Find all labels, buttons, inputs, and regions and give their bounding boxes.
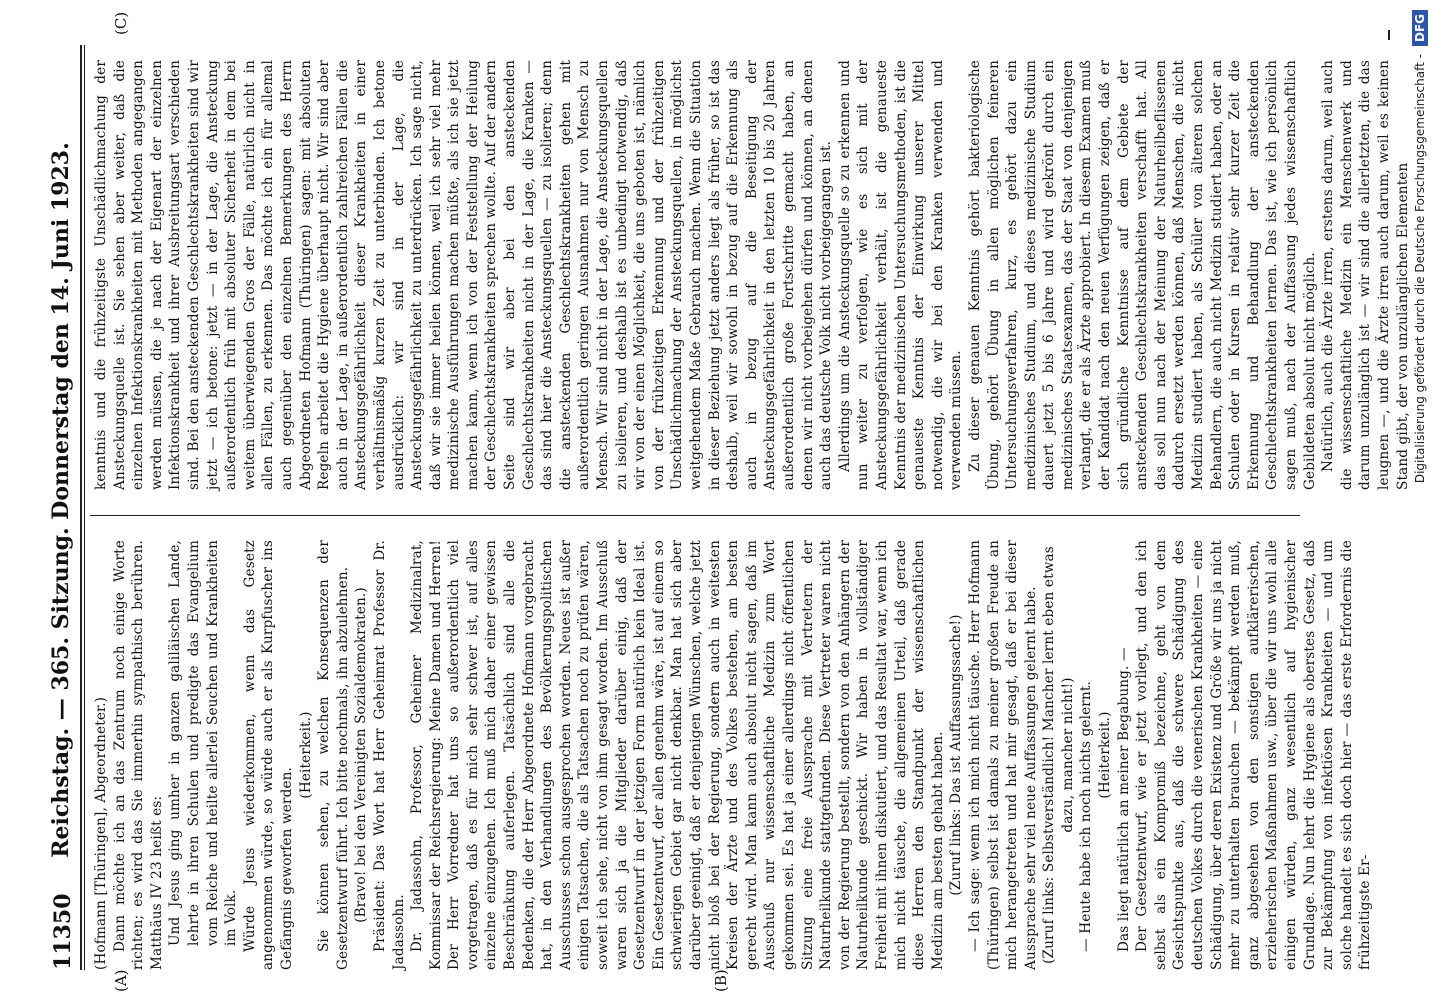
- left-column-paragraph: Dr. Jadassohn, Professor, Geheimer Medizinalrat, Kommissar der Reichsregierung: Meine Damen und Herren! Der Herr Vorredner hat uns so außerordentlich viel vorgetragen, daß es für mich sehr schwer ist, auf alles einzelne einzugehen. Ich muß mich daher einer gewissen Beschränkung auferlegen. Tatsächlich sind alle die Bedenken, die der Herr Abgeordnete Hofmann vorgebracht hat, in den Verhandlungen des Bevölkerungspolitischen Ausschusses schon ausgesprochen worden. Neues ist außer einigen Tatsachen, die als Tatsachen noch zu prüfen wären, soweit ich sehe, nicht von ihm gesagt worden. Im Ausschuß waren sich ja die Mitglieder darüber einig, daß der Gesetzentwurf in der jetzigen Form natürlich kein Ideal ist. Ein Gesetzentwurf, der allen genehm wäre, ist auf einem so schwierigen Gebiet gar nicht denkbar. Man hat sich aber darüber geeinigt, daß er denjenigen Wünschen, welche jetzt nicht bloß bei der Regierung, sondern auch in weitesten Kreisen der Ärzte und des Volkes bestehen, am besten gerecht wird. Man kann auch absolut nicht sagen, daß im Ausschuß nur wissenschaftliche Medizin zum Wort gekommen sei. Es hat ja einer allerdings nicht öffentlichen Sitzung eine freie Aussprache mit Vertretern der Naturheilkunde stattgefunden. Diese Vertreter waren nicht von der Regierung bestellt, sondern von den Anhängern der Naturheilkunde geschickt. Wir haben in vollständiger Freiheit mit ihnen diskutiert, und das Resultat war, wenn ich mich nicht täusche, die allgemeinen Urteil, daß gerade diese Herren den Standpunkt der wissenschaftlichen Medizin am besten gehabt haben.: [409, 540, 946, 970]
- page-number: 11350: [50, 893, 76, 970]
- left-column-paragraph: — Ich sage: wenn ich mich nicht täusche. Herr Hofmann (Thüringen) selbst ist damals zu meiner großen Freude an mich herangetreten und hat mir gesagt, daß er bei dieser Aussprache sehr viel neue Auffassungen gelernt habe.: [966, 540, 1039, 970]
- running-head: Reichstag. — 365. Sitzung. Donnerstag den 14. Juni 1923.: [48, 142, 74, 858]
- left-column-paragraph: Das liegt natürlich an meiner Begabung. —: [1115, 647, 1132, 952]
- margin-marker-b: (B): [712, 969, 730, 992]
- left-column-paragraph: (Heiterkeit.): [297, 711, 314, 799]
- left-column-paragraph: (Zuruf links: Das ist Auffassungssache!): [948, 614, 965, 896]
- right-column: [92, 60, 1411, 490]
- scan-mark: [1388, 30, 1390, 40]
- header-rule: [80, 45, 82, 970]
- left-column-paragraph: Präsident: Das Wort hat Herr Geheimrat Professor Dr. Jadassohn.: [371, 540, 407, 970]
- margin-marker-c: (C): [112, 11, 130, 35]
- digitization-note: Digitalisierung gefördert durch die Deutsche Forschungsgemeinschaft -: [1413, 54, 1427, 484]
- header-rule-thin: [84, 45, 85, 970]
- right-column-paragraph: Natürlich, auch die Ärzte irren, erstens darum, weil auch die wissenschaftliche Medizin ein Menschenwerk und darum unzulänglich ist — wir sind die allerletzten, die das leugnen —, und die Ärzte irren auch darum, weil es keinen Stand gibt, der von unzulänglichen Elementen: [1320, 60, 1411, 490]
- right-column-paragraph: Zu dieser genauen Kenntnis gehört bakteriologische Übung, gehört Übung in allen möglichen feineren Untersuchungsverfahren, kurz, es gehört dazu ein medizinisches Studium, und dieses medizinische Studium dauert jetzt 5 bis 6 Jahre und wird gekrönt durch ein medizinisches Staatsexamen, das der Staat von denjenigen verlangt, die er als Ärzte approbiert. In diesem Examen muß der Kandidat nach den neuen Verfügungen zeigen, daß er sich gründliche Kenntnisse auf dem Gebiete der ansteckenden Geschlechtskrankheiten verschafft hat. All das soll nun nach der Meinung der Naturheilbeflissenen dadurch ersetzt werden können, daß Menschen, die nicht Medizin studiert haben, als Schüler von älteren solchen Behandlern, die auch nicht Medizin studiert haben, oder an Schulen oder in Kursen in relativ sehr kurzer Zeit die Erkennung und Behandlung der ansteckenden Geschlechtskrankheiten lernen. Das ist, wie ich persönlich sagen muß, nach der Auffassung jedes wissenschaftlich Gebildeten absolut nicht möglich.: [966, 60, 1318, 490]
- left-column-paragraph: Dann möchte ich an das Zentrum noch einige Worte richten; es wird das Sie immerhin sympathisch berühren. Matthäus IV 23 heißt es:: [111, 540, 165, 970]
- left-column-paragraph: (Zuruf links: Selbstverständlich! Mancher lernt eben etwas dazu, mancher nicht!): [1041, 546, 1076, 964]
- digitization-note-row: [1406, 10, 1434, 990]
- left-column-paragraph: (Heiterkeit.): [1097, 711, 1114, 799]
- left-column-paragraph: Würde Jesus wiederkommen, wenn das Gesetz angenommen würde, so würde auch er als Kurpfuscher ins Gefängnis geworfen werden.: [241, 540, 295, 970]
- dfg-logo: DFG: [1412, 10, 1428, 46]
- column-divider: [90, 515, 1300, 516]
- right-column-paragraph: kenntnis und die frühzeitigste Unschädlichmachung der Ansteckungsquelle ist. Sie sehen aber weiter, daß die einzelnen Infektionskrankheiten mit Methoden angegangen werden müssen, die je nach der Eigenart der einzelnen Infektionskrankheit und ihrer Ausbreitungsart verschieden sind. Bei den ansteckenden Geschlechtskrankheiten sind wir jetzt — ich betone: jetzt — in der Lage, die Ansteckung außerordentlich früh mit absoluter Sicherheit in dem bei weitem überwiegenden Gros der Fälle, natürlich nicht in allen Fällen, zu erkennen. Das möchte ich ein für allemal auch gegenüber den einzelnen Bemerkungen des Herrn Abgeordneten Hofmann (Thüringen) sagen: mit absoluten Regeln arbeitet die Hygiene überhaupt nicht. Wir sind aber auch in der Lage, in außerordentlich zahlreichen Fällen die Ansteckungsgefährlichkeit dieser Krankheiten in einer verhältnismäßig kurzen Zeit zu unterbinden. Ich betone ausdrücklich: wir sind in der Lage, die Ansteckungsgefährlichkeit zu unterdrücken. Ich sage nicht, daß wir sie immer heilen können, weil ich sehr viel mehr medizinische Ausführungen machen müßte, als ich sie jetzt machen kann, wenn ich von der Feststellung der Heilung der Geschlechtskrankheiten sprechen wollte. Auf der andern Seite sind wir aber bei den ansteckenden Geschlechtskrankheiten nicht in der Lage, die Kranken — das sind hier die Ansteckungsquellen — zu isolieren; denn die ansteckenden Geschlechtskrankheiten gehen mit außerordentlich geringen Ausnahmen nur von Mensch zu Mensch. Wir sind nicht in der Lage, die Ansteckungsquellen zu isolieren, und deshalb ist es unbedingt notwendig, daß wir von der einen Möglichkeit, die uns geboten ist, nämlich von der frühzeitigen Erkennung und der frühzeitigen Unschädlichmachung der Ansteckungsquellen, in möglichst weitgehendem Maße Gebrauch machen. Wenn die Situation in dieser Beziehung jetzt anders liegt als früher, so ist das deshalb, weil wir sowohl in bezug auf die Erkennung als auch in bezug auf die Beseitigung der Ansteckungsgefährlichkeit in den letzten 10 bis 20 Jahren außerordentlich große Fortschritte gemacht haben, an denen wir nicht vorbeigehen dürfen und können, an denen auch das deutsche Volk nicht vorbeigegangen ist.: [93, 60, 835, 490]
- left-column-paragraph: (Hofmann [Thüringen], Abgeordneter.): [93, 696, 109, 970]
- left-column-paragraph: Sie können sehen, zu welchen Konsequenzen der Gesetzentwurf führt. Ich bitte nochmals, ihn abzulehnen.: [316, 540, 351, 970]
- left-column-paragraph: — Heute habe ich noch nichts gelernt.: [1078, 681, 1095, 952]
- left-column: [92, 540, 1374, 970]
- digitization-strip: [1406, 10, 1434, 990]
- right-column-paragraph: Allerdings um die Ansteckungsquelle so zu erkennen und nun weiter zu verfolgen, wie es sich mit der Ansteckungsgefährlichkeit verhält, ist die genaueste Kenntnis der medizinischen Untersuchungsmethoden, ist die genaueste Kenntnis der Einwirkung unserer Mittel notwendig, die wir bei den Kranken verwenden und verwenden müssen.: [836, 60, 965, 490]
- margin-marker-a: (A): [112, 969, 130, 992]
- left-column-paragraph: Der Gesetzentwurf, wie er jetzt vorliegt, und den ich selbst als ein Kompromiß bezeichne, geht von dem Gesichtspunkte aus, daß die schwere Schädigung des deutschen Volkes durch die venerischen Krankheiten — eine Schädigung, über deren Existenz und Größe wir uns ja nicht mehr zu unterhalten brauchen — bekämpft werden muß, ganz abgesehen von den sonstigen aufklärerischen, erzieherischen Maßnahmen usw., über die wir uns wohl alle einigen würden, ganz wesentlich auf hygienischer Grundlage. Nun lehrt die Hygiene als oberstes Gesetz, daß zur Bekämpfung von infektiösen Krankheiten — und um solche handelt es sich doch hier — das erste Erfordernis die frühzeitigste Er-: [1134, 540, 1374, 970]
- left-column-paragraph: Und Jesus ging umher in ganzen galiläischen Lande, lehrte in ihren Schulen und predigte das Evangelium vom Reiche und heilte allerlei Seuchen und Krankheiten im Volk.: [167, 540, 240, 946]
- left-column-paragraph: (Bravo! bei den Vereinigten Sozialdemokraten.): [353, 587, 370, 923]
